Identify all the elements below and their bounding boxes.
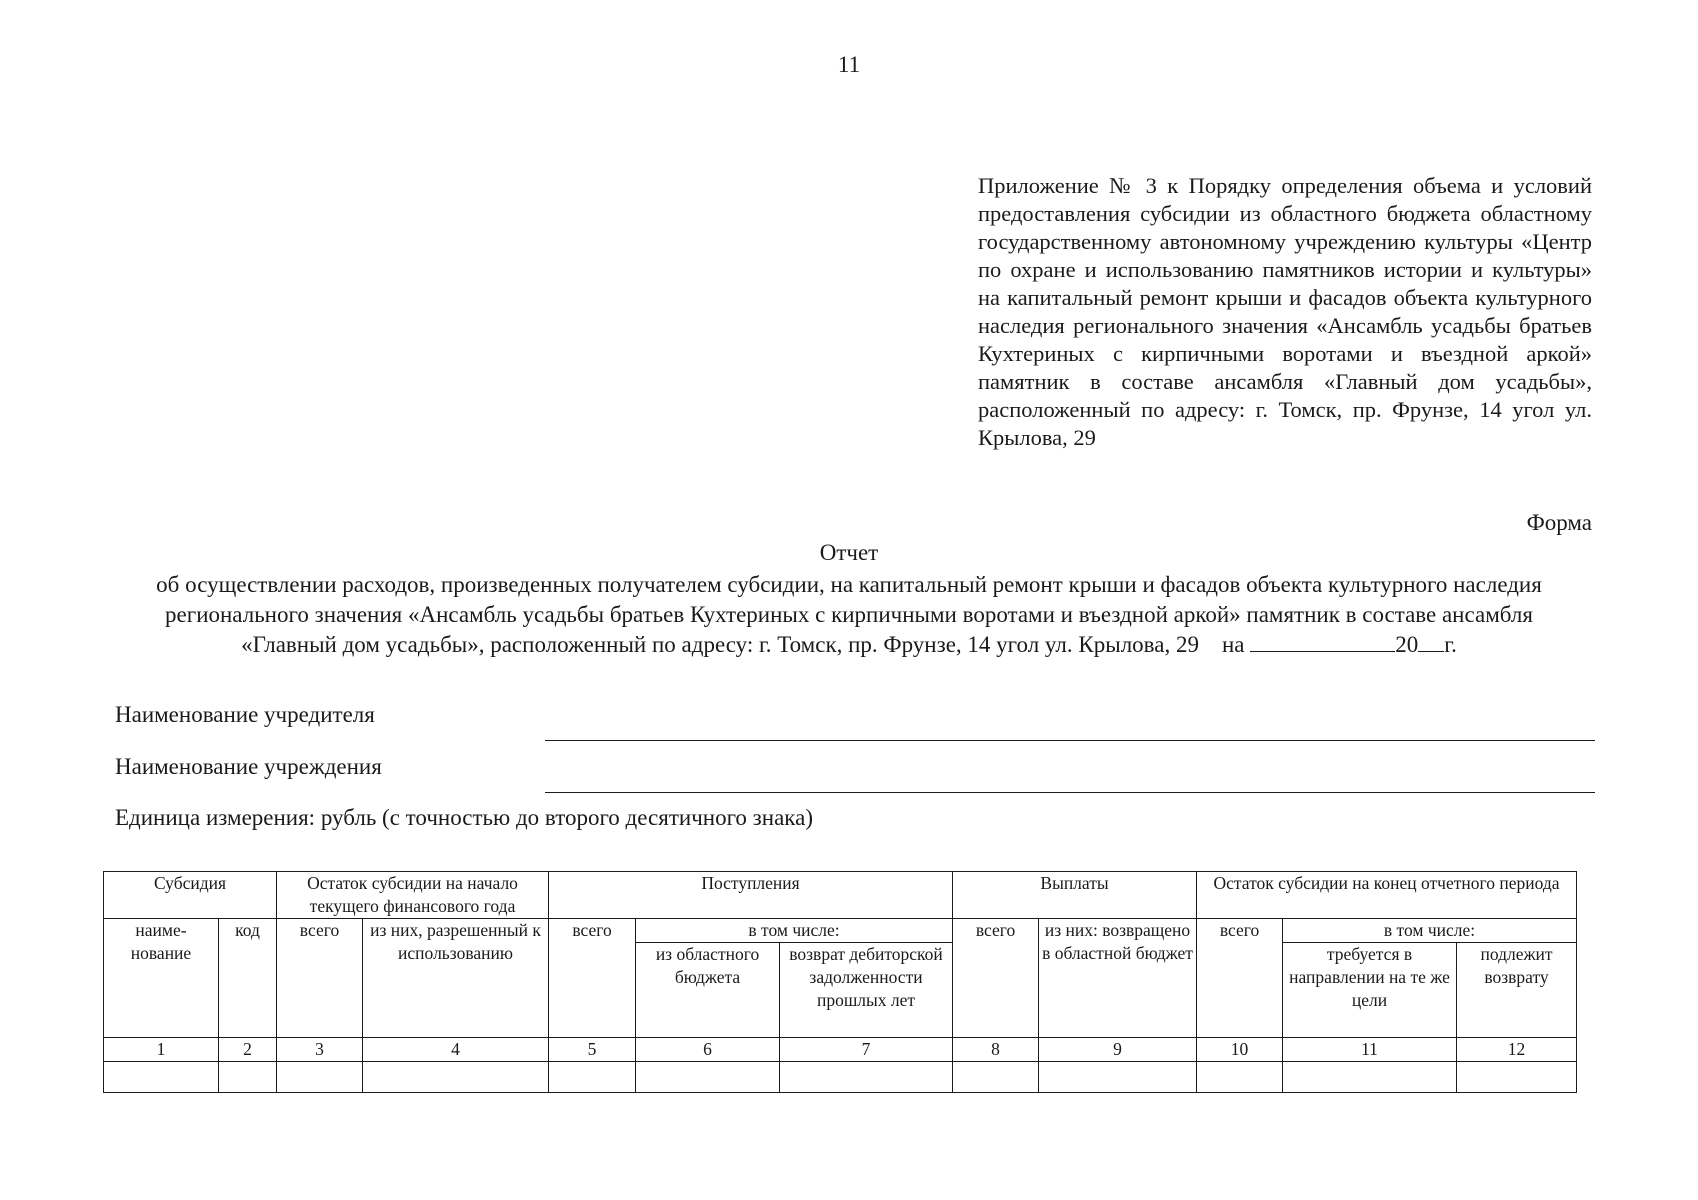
table-cell[interactable] <box>1039 1062 1197 1093</box>
column-number: 2 <box>219 1038 277 1062</box>
column-number: 7 <box>780 1038 953 1062</box>
header-balance-end: Остаток субсидии на конец отчетного периода <box>1197 872 1577 919</box>
column-number: 11 <box>1283 1038 1457 1062</box>
form-label: Форма <box>1526 510 1592 535</box>
table-cell[interactable] <box>953 1062 1039 1093</box>
report-table <box>103 871 1577 1093</box>
institution-field[interactable] <box>545 792 1595 793</box>
header-name: наиме-нование <box>104 919 219 1038</box>
page-number: 11 <box>837 52 861 77</box>
column-number: 10 <box>1197 1038 1283 1062</box>
header-total-10: всего <box>1197 919 1283 1038</box>
column-number: 6 <box>636 1038 780 1062</box>
report-year-suffix: г. <box>1444 632 1457 657</box>
column-number: 1 <box>104 1038 219 1062</box>
table-row <box>104 1062 1577 1093</box>
column-number-row <box>104 1038 1577 1062</box>
table-header-row-1 <box>104 872 1577 919</box>
report-date-blank[interactable] <box>1250 631 1395 652</box>
report-year-prefix: 20 <box>1395 632 1419 657</box>
header-allowed: из них, разрешенный к использованию <box>363 919 549 1038</box>
header-subsidy: Субсидия <box>104 872 277 919</box>
header-code: код <box>219 919 277 1038</box>
report-title: Отчет <box>819 540 879 565</box>
header-required-same: требуется в направлении на те же цели <box>1283 943 1457 1038</box>
header-balance-start: Остаток субсидии на начало текущего финансового года <box>277 872 549 919</box>
header-total-8: всего <box>953 919 1039 1038</box>
header-receipts: Поступления <box>549 872 953 919</box>
table-cell[interactable] <box>277 1062 363 1093</box>
table-cell[interactable] <box>1457 1062 1577 1093</box>
table-cell[interactable] <box>1197 1062 1283 1093</box>
table-cell[interactable] <box>363 1062 549 1093</box>
appendix-text: Приложение № 3 к Порядку определения объема и условий предоставления субсидии из областного бюджета областному государственному автономному учреждению культуры «Центр по охране и использованию памятников истории и культуры» на капитальный ремонт крыши и фасадов объекта культурного наследия регионального значения «Ансамбль усадьбы братьев Кухтериных с кирпичными воротами и въездной аркой» памятник в составе ансамбля «Главный дом усадьбы», расположенный по адресу: г. Томск, пр. Фрунзе, 14 угол ул. Крылова, 29 <box>978 173 1592 450</box>
column-number: 5 <box>549 1038 636 1062</box>
table-cell[interactable] <box>104 1062 219 1093</box>
founder-label: Наименование учредителя <box>115 702 375 727</box>
institution-label: Наименование учреждения <box>115 754 382 779</box>
header-total-5: всего <box>549 919 636 1038</box>
header-debt-return: возврат дебиторской задолженности прошлых лет <box>780 943 953 1038</box>
column-number: 4 <box>363 1038 549 1062</box>
report-year-blank[interactable] <box>1418 631 1444 652</box>
column-number: 9 <box>1039 1038 1197 1062</box>
report-subtitle <box>130 570 1568 660</box>
header-incl-receipts: в том числе: <box>636 919 953 943</box>
header-total-3: всего <box>277 919 363 1038</box>
report-subtitle-text: об осуществлении расходов, произведенных получателем субсидии, на капитальный ремонт крыши и фасадов объекта культурного наследия регионального значения «Ансамбль усадьбы братьев Кухтериных с кирпичными воротами и въездной аркой» памятник в составе ансамбля «Главный дом усадьбы», расположенный по адресу: г. Томск, пр. Фрунзе, 14 угол ул. Крылова, 29 <box>156 572 1542 657</box>
column-number: 8 <box>953 1038 1039 1062</box>
unit-label: Единица измерения: рубль (с точностью до второго десятичного знака) <box>115 805 813 830</box>
header-payments: Выплаты <box>953 872 1197 919</box>
header-to-return: подлежит возврату <box>1457 943 1577 1038</box>
table-cell[interactable] <box>549 1062 636 1093</box>
report-date-on: на <box>1221 632 1245 657</box>
header-incl-balance: в том числе: <box>1283 919 1577 943</box>
founder-field[interactable] <box>545 740 1595 741</box>
table-cell[interactable] <box>636 1062 780 1093</box>
column-number: 12 <box>1457 1038 1577 1062</box>
table-cell[interactable] <box>780 1062 953 1093</box>
table-cell[interactable] <box>219 1062 277 1093</box>
header-returned: из них: возвращено в областной бюджет <box>1039 919 1197 1038</box>
column-number: 3 <box>277 1038 363 1062</box>
header-from-regional: из областного бюджета <box>636 943 780 1038</box>
table-cell[interactable] <box>1283 1062 1457 1093</box>
table-header-row-2 <box>104 919 1577 943</box>
